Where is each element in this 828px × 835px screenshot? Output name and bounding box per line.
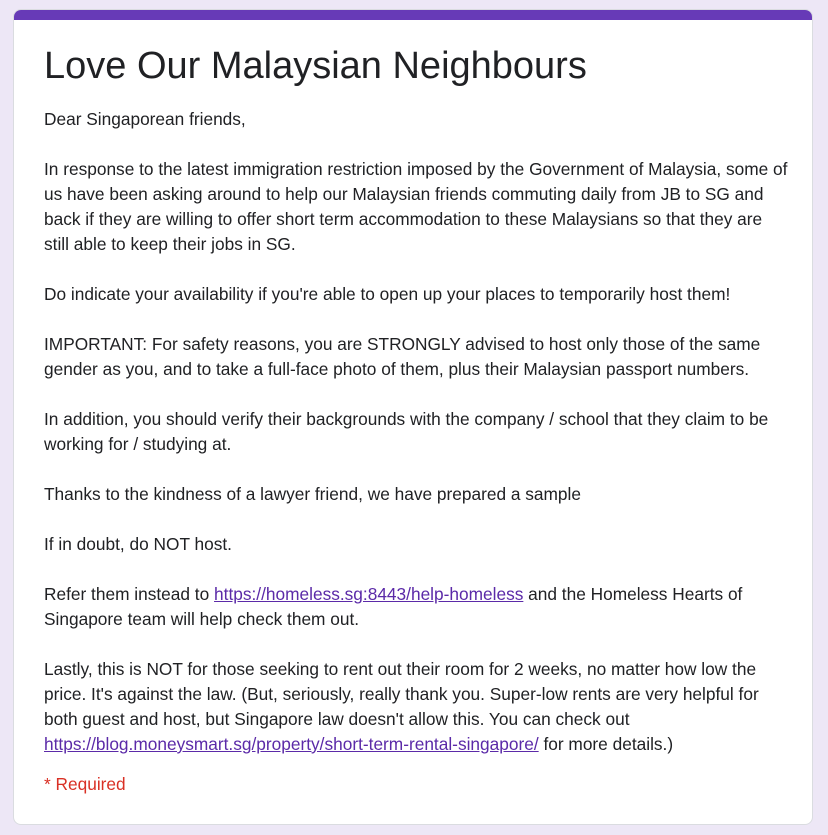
form-header-content <box>44 43 790 797</box>
lastly-text-before: Lastly, this is NOT for those seeking to rent out their room for 2 weeks, no matter how low the price. It's against the law. (But, seriously, really thank you. Super-low rents are very helpful for both guest and host, but Singapore law doesn't allow this. You can check out <box>44 659 759 729</box>
required-indicator: * Required <box>44 774 126 794</box>
form-header-card <box>13 9 813 825</box>
description-refer-paragraph <box>44 582 790 632</box>
form-accent-bar <box>14 10 812 20</box>
description-important-paragraph: IMPORTANT: For safety reasons, you are STRONGLY advised to host only those of the same gender as you, and to take a full-face photo of them, plus their Malaysian passport numbers. <box>44 334 761 379</box>
description-greeting: Dear Singaporean friends, <box>44 109 246 129</box>
description-verify-paragraph: In addition, you should verify their backgrounds with the company / school that they claim to be working for / studying at. <box>44 409 769 454</box>
form-description <box>44 107 790 757</box>
moneysmart-rental-link[interactable]: https://blog.moneysmart.sg/property/short-term-rental-singapore/ <box>44 734 539 754</box>
description-lastly-paragraph <box>44 657 790 757</box>
form-title: Love Our Malaysian Neighbours <box>44 45 587 87</box>
lastly-text-after: for more details.) <box>538 734 674 754</box>
description-response-paragraph: In response to the latest immigration restriction imposed by the Government of Malaysia, some of us have been asking around to help our Malaysian friends commuting daily from JB to SG and back if they are willing to offer short term accommodation to these Malaysians so that they are still able to keep their jobs in SG. <box>44 159 788 254</box>
description-thanks-paragraph: Thanks to the kindness of a lawyer friend, we have prepared a sample <box>44 484 581 504</box>
homeless-help-link[interactable]: https://homeless.sg:8443/help-homeless <box>214 584 524 604</box>
refer-text-before: Refer them instead to <box>44 584 215 604</box>
description-doubt-paragraph: If in doubt, do NOT host. <box>44 534 232 554</box>
description-indicate-paragraph: Do indicate your availability if you're able to open up your places to temporarily host them! <box>44 284 731 304</box>
refer-text-after: and the Homeless Hearts of Singapore team will help check them out. <box>44 584 743 629</box>
